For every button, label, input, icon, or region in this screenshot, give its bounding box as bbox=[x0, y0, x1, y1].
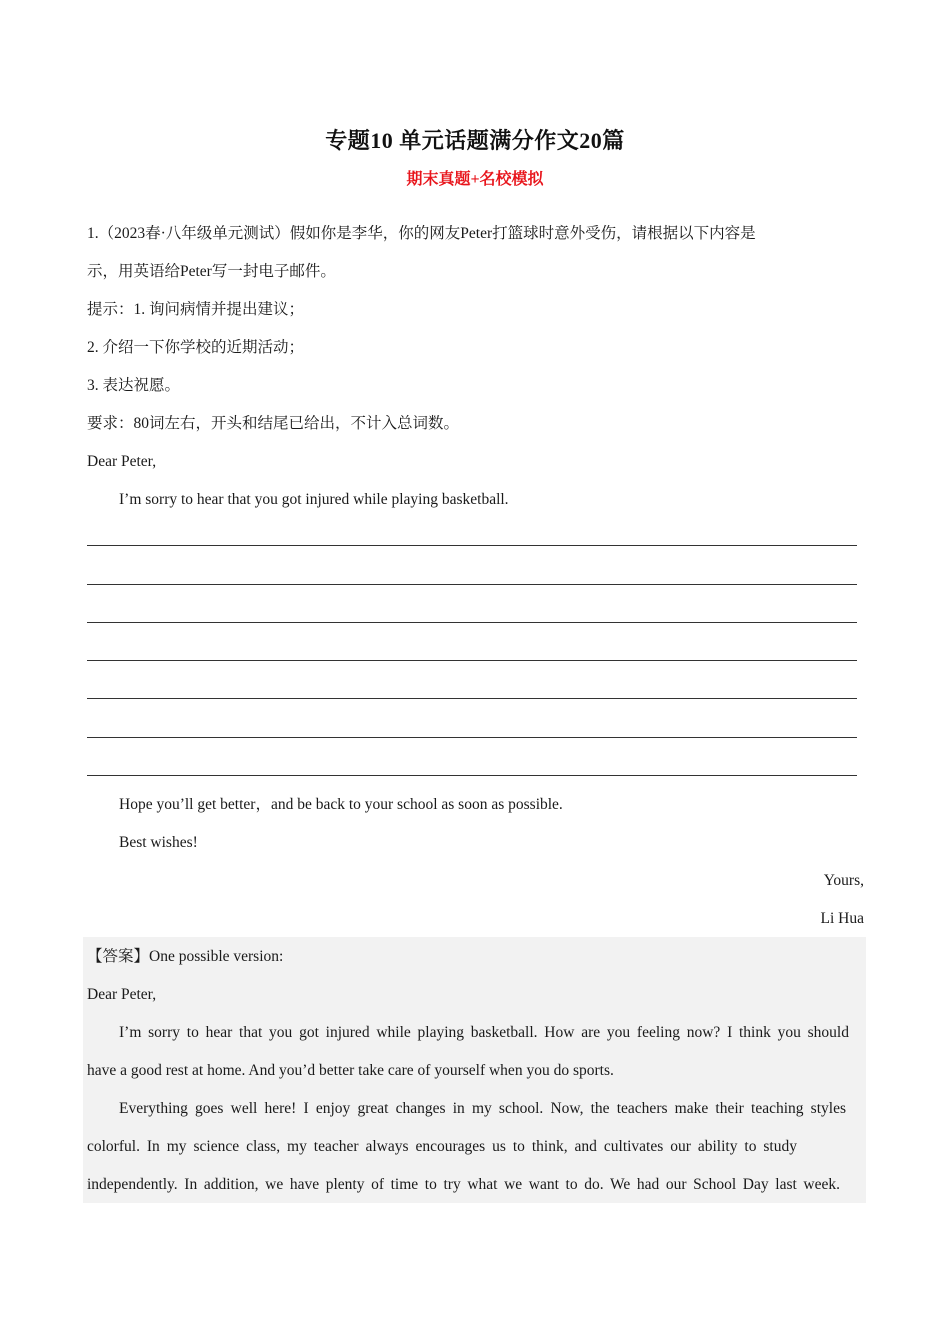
writing-line bbox=[87, 698, 857, 699]
page-subtitle: 期末真题+名校模拟 bbox=[406, 171, 544, 188]
page-title: 专题10 单元话题满分作文20篇 bbox=[325, 128, 625, 153]
writing-line bbox=[87, 775, 857, 776]
answer-label: 【答案】One possible version: bbox=[87, 948, 284, 965]
hint-2: 2. 介绍一下你学校的近期活动； bbox=[87, 339, 305, 356]
answer-p1-line1: I’m sorry to hear that you got injured while playing basketball. How are you feeling now? I think you should bbox=[119, 1024, 849, 1041]
writing-line bbox=[87, 545, 857, 546]
letter-closing-1: Hope you’ll get better，and be back to your school as soon as possible. bbox=[119, 796, 563, 813]
hint-3: 3. 表达祝愿。 bbox=[87, 377, 181, 394]
letter-closing-2: Best wishes! bbox=[119, 834, 198, 851]
writing-line bbox=[87, 660, 857, 661]
answer-greeting: Dear Peter, bbox=[87, 986, 157, 1003]
letter-opening: I’m sorry to hear that you got injured while playing basketball. bbox=[119, 491, 509, 508]
writing-line bbox=[87, 737, 857, 738]
answer-p2-line1: Everything goes well here! I enjoy great changes in my school. Now, the teachers make their teaching styles bbox=[119, 1100, 846, 1117]
question-intro-line2: 示，用英语给Peter写一封电子邮件。 bbox=[87, 263, 336, 280]
writing-line bbox=[87, 584, 857, 585]
writing-line bbox=[87, 622, 857, 623]
hint-1: 提示：1. 询问病情并提出建议； bbox=[87, 301, 305, 318]
answer-p2-line3: independently. In addition, we have plenty of time to try what we want to do. We had our School Day last week. bbox=[87, 1176, 840, 1193]
question-intro-line1: 1.（2023春·八年级单元测试）假如你是李华，你的网友Peter打篮球时意外受伤，请根据以下内容是 bbox=[87, 225, 756, 242]
letter-sign-name: Li Hua bbox=[820, 910, 864, 927]
requirement: 要求：80词左右，开头和结尾已给出，不计入总词数。 bbox=[87, 415, 460, 432]
answer-p2-line2: colorful. In my science class, my teacher always encourages us to think, and cultivates our ability to study bbox=[87, 1138, 797, 1155]
letter-sign-yours: Yours, bbox=[823, 872, 864, 889]
letter-greeting: Dear Peter, bbox=[87, 453, 157, 470]
answer-p1-line2: have a good rest at home. And you’d better take care of yourself when you do sports. bbox=[87, 1062, 614, 1079]
